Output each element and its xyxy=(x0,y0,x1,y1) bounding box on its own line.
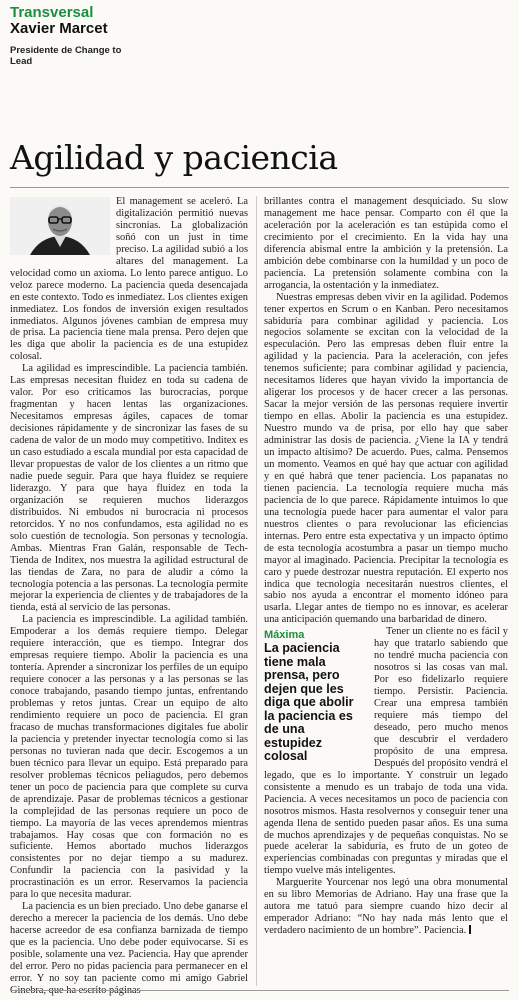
paragraph: El management se aceleró. La digitalización permitió nuevas sincronías. La globalización soñó con un just in time preciso. La agilidad subió a los altares del management. La velocidad como un axioma. Lo lento parece antiguo. Lo veloz parece moderno. La paciencia queda desencajada en este contexto. Todo es inmediatez. Los clientes exigen inmediatez. Los fondos de inversión exigen resultados inmediatos. Algunos jóvenes cambian de empresa muy de prisa. La paciencia tiene mala prensa. Pero dejen que les diga que abolir la paciencia es de una estupidez colosal. xyxy=(10,196,248,363)
paragraph: brillantes contra el management desquiciado. Su slow management me hace pensar. Comparto con él que la aceleración por la aceleración es tan estúpida como el crecimiento por el crecimiento. En la vida hay una diferencia abismal entre la ambición y la pretensión. La ambición debe combinarse con la humildad y un poco de paciencia. La pretensión solamente combina con la arrogancia, la ostentación y la inmediatez. xyxy=(264,196,508,291)
headline-rule xyxy=(10,187,509,188)
closing-paragraph-text: Marguerite Yourcenar nos legó una obra monumental en su libro Memorias de Adriano. Hay una frase que la autora me tatuó para siempre cuando hizo decir al emperador Adriano: “No hay nada más lento que el verdadero nacimiento de un hombre”. Paciencia. xyxy=(264,877,508,937)
section-label: Transversal xyxy=(10,4,94,21)
paragraph: Nuestras empresas deben vivir en la agilidad. Podemos tener expertos en Scrum o en Kanban. Pero necesitamos sabiduría para combinar agilidad y paciencia. Los negocios solamente se excitan con la velocidad de la especulación. Pero las empresas deben fluir entre la agilidad y la paciencia. Para la aceleración, con jefes tenemos suficiente; para combinar agilidad y paciencia, necesitamos líderes que hayan vivido la importancia de aligerar los procesos y de hacer crecer a las personas. Sacar la mejor versión de las personas requiere invertir tiempo en ellas. Abolir la paciencia es una estupidez. Nuestro mundo va de prisa, por ello hay que saber administrar las dosis de paciencia. ¿Viene la IA y tendrá un impacto altísimo? De acuerdo. Pues, calma. Pensemos un momento. Veamos en qué hay que actuar con agilidad y en qué habrá que tener paciencia. Los papanatas no tienen paciencia. La tecnología requiere mucha más paciencia de lo que parece. Rápidamente intuimos lo que una tecnología puede hacer para aumentar el valor para nuestros clientes o para revolucionar las eficiencias internas. Pero entre esta expectativa y un impacto óptimo de esta tecnología acostumbra a pasar un tiempo mucho mayor al imaginado. Paciencia. Precipitar la tecnología es caro y puede destrozar nuestra reputación. El experto nos indica que tecnología necesitarán nuestros clientes, el sabio nos ayuda a encontrar el momento idóneo para usarla. Llegar antes de tiempo no es innovar, es acelerar una anticipación quemando una barbaridad de dinero. xyxy=(264,291,508,626)
author-role: Presidente de Change to Lead xyxy=(10,45,122,67)
paragraph: La paciencia es un bien preciado. Uno debe ganarse el derecho a merecer la paciencia de los demás. Uno debe hacerse acreedor de esa confianza barnizada de tiempo que es la paciencia. Uno debe poder equivocarse. Si es posible, solamente una vez. Paciencia. Hay que aprender del error. Pero no pidas paciencia para permanecer en el error. Y no soy tan paciente como mi amigo Gabriel Ginebra, que ha escrito páginas xyxy=(10,901,248,996)
paragraph: La paciencia es imprescindible. La agilidad también. Empoderar a los demás requiere tiempo. Delegar requiere interacción, que es tiempo. Integrar dos empresas requiere tiempo. Abolir la paciencia es una tontería. Aprender a sincronizar los perfiles de un equipo requiere conocer a las personas y a las personas se las conoce trabajando, pasando tiempo juntas, enfrentando problemas y retos juntas. Crear un equipo de alto rendimiento requiere un poco de paciencia. El gran fracaso de muchas transformaciones digitales fue abolir la paciencia y pretender inyectar tecnología como si las personas no tuvieran nada que decir. Escogemos a un buen técnico para llevar un equipo. Está preparado para resolver problemas técnicos peliagudos, pero debemos tener un poco de paciencia para que complete su curva de aprendizaje. Pasar de problemas técnicos a gestionar la complejidad de las personas requiere un poco de tiempo. La mayoría de las veces aprendemos mientras trabajamos. Hay cosas que con formación no es suficiente. Hemos abortado muchos liderazgos consistentes por no dejar tiempo a su madurez. Confundir la paciencia con la pasividad y la procrastinación es un error. Reservamos la paciencia para lo que necesita madurar. xyxy=(10,614,248,901)
pull-quote-label: Máxima xyxy=(264,629,305,642)
bottom-rule xyxy=(10,990,509,991)
paragraph: Tener un cliente no es fácil y hay que tratarlo sabiendo que no tendré mucha paciencia con nosotros si las cosas van mal. Por eso fidelizarlo requiere tiempo. Persistir. Paciencia. Crear una empresa también requiere más tiempo del deseado, pero mucho menos que descubrir el verdadero propósito de una empresa. Después del propósito vendrá el legado, que es lo importante. Y construir un legado consistente a menudo es un trabajo de toda una vida. Paciencia. A veces necesitamos un poco de paciencia con nosotros mismos. Hasta resolvernos y conseguir tener una agenda llena de sentido pueden pasar años. Es una suma de muchos aprendizajes y de pequeñas conquistas. No se puede acelerar la sabiduría, es fruto de un goteo de experiencias combinadas con preguntas y miradas que el tiempo vuelve más inteligentes. xyxy=(264,626,508,877)
end-mark-icon xyxy=(469,925,471,934)
paragraph xyxy=(264,877,508,937)
author-name: Xavier Marcet xyxy=(10,20,108,37)
column-divider xyxy=(256,196,257,986)
pull-quote-text: La paciencia tiene mala prensa, pero dejen que les diga que abolir la paciencia es de una estupidez colosal xyxy=(264,641,354,764)
pull-quote xyxy=(264,628,366,764)
paragraph: La agilidad es imprescindible. La paciencia también. Las empresas necesitan fluidez en toda su cadena de valor. Por eso criticamos las burocracias, porque fragmentan y hacen lentas las organizaciones. Necesitamos empresas ágiles, capaces de tomar decisiones rápidamente y de sincronizar las fases de su cadena de valor de un modo muy competitivo. Inditex es un caso estudiado a escala mundial por esta capacidad de llevar propuestas de valor de los clientes a un ritmo que nadie puede seguir. Para que haya fluidez se requiere liderazgo. Y para que haya fluidez en toda la organización se requieren muchos liderazgos distribuidos. Ni embudos ni burocracia ni procesos retorcidos. Y no nos confundamos, esta agilidad no es solo cuestión de tecnología. Son personas y tecnología. Ambas. Mientras Fran Galán, responsable de Tech-Tienda de Inditex, nos muestra la agilidad estructural de las tiendas de Zara, no para de aludir a cómo la tecnología potencia a las personas. La tecnología permite mejorar la experiencia de clientes y de trabajadores de la tienda, está al servicio de las personas. xyxy=(10,363,248,614)
headline: Agilidad y paciencia xyxy=(10,138,338,177)
article-column-1 xyxy=(10,196,248,996)
article-column-2 xyxy=(264,196,508,986)
author-portrait xyxy=(10,197,110,255)
